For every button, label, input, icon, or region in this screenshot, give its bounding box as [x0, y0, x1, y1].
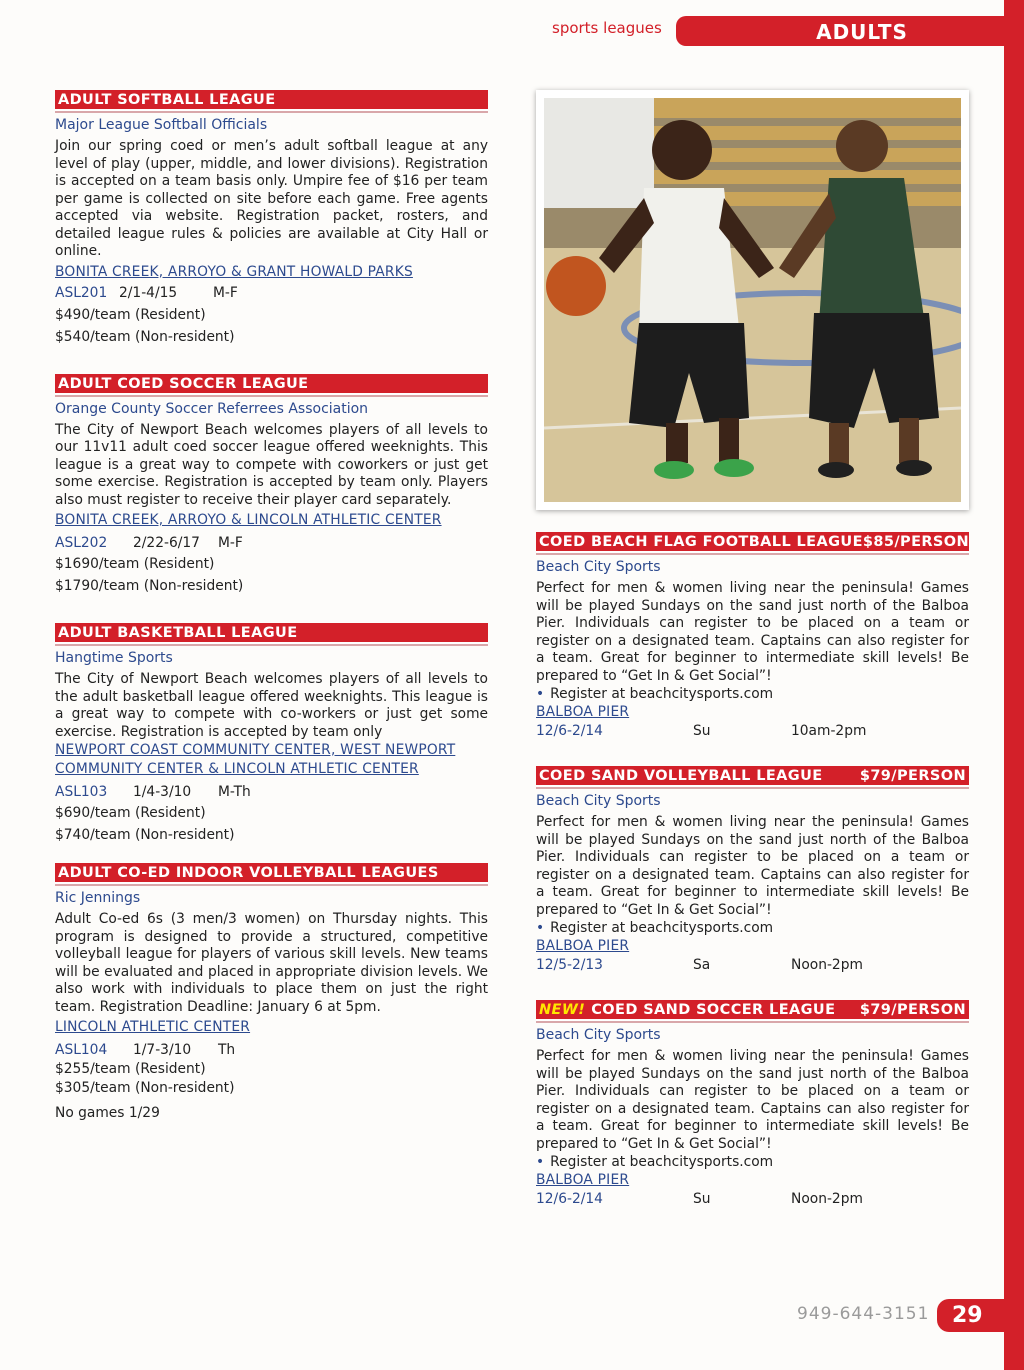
- course-days: M-Th: [218, 784, 251, 800]
- location-link[interactable]: COMMUNITY CENTER & LINCOLN ATHLETIC CENTER: [55, 761, 419, 777]
- section-description: The City of Newport Beach welcomes players of all levels to our 11v11 adult coed soccer league offered weeknights. This league is a great way to compete with coworkers or just get some exercise. Registration is accepted by team only. Players also must register to receive their player card separately.: [55, 421, 488, 508]
- schedule-row: [536, 722, 969, 740]
- schedule-row: [536, 956, 969, 974]
- section-description: Perfect for men & women living near the peninsula! Games will be played Sundays on the sand just north of the Balboa Pier. Individuals can register to be placed on a team or register on a designated team. Captains can also register for a team. Great for beginner to intermediate skill levels! Be prepared to “Get In & Get Social”!: [536, 580, 969, 684]
- course-dates: 2/22-6/17: [133, 535, 200, 551]
- fee-resident: $490/team (Resident): [55, 306, 206, 323]
- course-dates: 2/1-4/15: [119, 284, 178, 301]
- section-title: ADULT BASKETBALL LEAGUE: [55, 623, 488, 644]
- location-link[interactable]: LINCOLN ATHLETIC CENTER: [55, 1019, 251, 1035]
- basketball-players-image: [544, 98, 961, 502]
- volleyball-section: [55, 863, 488, 1124]
- fee-nonresident: $740/team (Non-resident): [55, 827, 235, 843]
- location-link[interactable]: BALBOA PIER: [536, 704, 630, 720]
- course-code: ASL103: [55, 784, 108, 800]
- footer-phone: 949-644-3151: [797, 1304, 930, 1324]
- provider-name: Beach City Sports: [536, 1027, 661, 1043]
- register-bullet: • Register at beachcitysports.com: [536, 920, 774, 936]
- right-column: [536, 532, 969, 1234]
- course-dates: 1/4-3/10: [133, 784, 192, 800]
- location-link[interactable]: NEWPORT COAST COMMUNITY CENTER, WEST NEWPORT: [55, 742, 456, 758]
- course-days: M-F: [218, 535, 243, 551]
- section-title: COED SAND VOLLEYBALL LEAGUE $79/PERSON: [536, 766, 969, 787]
- schedule-row: [536, 1190, 969, 1208]
- course-row: [55, 284, 488, 303]
- fee-nonresident: $305/team (Non-resident): [55, 1080, 235, 1096]
- page-number: 29: [937, 1299, 1004, 1332]
- section-description: The City of Newport Beach welcomes players of all levels to the adult basketball league offered weeknights. This league is a great way to compete with co-workers or just get some exercise. Registration is accepted by team only: [55, 671, 488, 740]
- softball-section: [55, 90, 488, 348]
- section-title: ADULT COED SOCCER LEAGUE: [55, 374, 488, 395]
- schedule-time: 10am-2pm: [791, 723, 867, 739]
- schedule-time: Noon-2pm: [791, 957, 863, 973]
- basketball-section: [55, 623, 488, 846]
- course-row: [55, 783, 488, 802]
- section-description: Perfect for men & women living near the peninsula! Games will be played Sundays on the sand just north of the Balboa Pier. Individuals can register to be placed on a team or register on a designated team. Captains can also register for a team. Great for beginner to intermediate skill levels! Be prepared to “Get In & Get Social”!: [536, 814, 969, 918]
- course-code: ASL201: [55, 284, 108, 301]
- section-description: Join our spring coed or men’s adult softball league at any level of play (upper, middle, and lower divisions). Registration is accepted on a team basis only. Umpire fee of $16 per team per game is collected on site before each game. Free agents accepted via website. Registration packet, rosters, and detailed league rules & policies are available at City Hall or online.: [55, 138, 488, 259]
- schedule-time: Noon-2pm: [791, 1191, 863, 1207]
- provider-name: Ric Jennings: [55, 890, 141, 906]
- schedule-dates: 12/6-2/14: [536, 723, 603, 739]
- header-category: sports leagues: [552, 19, 662, 37]
- section-description: Perfect for men & women living near the peninsula! Games will be played Sundays on the sand just north of the Balboa Pier. Individuals can register to be placed on a team or register on a designated team. Captains can also register for a team. Great for beginner to intermediate skill levels! Be prepared to “Get In & Get Social”!: [536, 1048, 969, 1152]
- provider-name: Beach City Sports: [536, 793, 661, 809]
- page-edge-bar: [1004, 0, 1024, 1370]
- section-price: $79/PERSON: [859, 1002, 966, 1018]
- provider-name: Beach City Sports: [536, 559, 661, 575]
- register-bullet: • Register at beachcitysports.com: [536, 1154, 774, 1170]
- location-link[interactable]: BONITA CREEK, ARROYO & LINCOLN ATHLETIC CENTER: [55, 512, 442, 528]
- course-days: Th: [218, 1042, 236, 1058]
- course-dates: 1/7-3/10: [133, 1042, 192, 1058]
- soccer-section: [55, 374, 488, 598]
- section-description: Adult Co-ed 6s (3 men/3 women) on Thursday nights. This program is designed to provide a structured, competitive volleyball league for players of various skill levels. New teams will be evaluated and placed in appropriate division levels. We also work with individuals to place them on just the right team. Registration Deadline: January 6 at 5pm.: [55, 911, 488, 1015]
- header-section-tab: ADULTS: [676, 16, 1004, 46]
- course-code: ASL202: [55, 535, 108, 551]
- course-days: M-F: [213, 284, 238, 301]
- sand-volleyball-section: [536, 766, 969, 974]
- basketball-photo: [536, 90, 969, 510]
- schedule-days: Sa: [693, 957, 711, 973]
- fee-nonresident: $540/team (Non-resident): [55, 328, 235, 345]
- course-code: ASL104: [55, 1042, 108, 1058]
- fee-resident: $1690/team (Resident): [55, 556, 215, 572]
- schedule-dates: 12/6-2/14: [536, 1191, 603, 1207]
- schedule-note: No games 1/29: [55, 1105, 160, 1121]
- left-column: [55, 90, 488, 1150]
- section-title: ADULT SOFTBALL LEAGUE: [55, 90, 488, 111]
- section-title: ADULT CO-ED INDOOR VOLLEYBALL LEAGUES: [55, 863, 488, 884]
- location-link[interactable]: BALBOA PIER: [536, 938, 630, 954]
- register-bullet: • Register at beachcitysports.com: [536, 686, 774, 702]
- flag-football-section: [536, 532, 969, 740]
- fee-nonresident: $1790/team (Non-resident): [55, 578, 244, 594]
- schedule-dates: 12/5-2/13: [536, 957, 603, 973]
- new-badge: NEW!: [539, 1002, 586, 1018]
- fee-resident: $255/team (Resident): [55, 1061, 206, 1077]
- provider-name: Orange County Soccer Referrees Association: [55, 400, 369, 417]
- provider-name: Hangtime Sports: [55, 650, 173, 666]
- section-title: COED BEACH FLAG FOOTBALL LEAGUE $85/PERSON: [536, 532, 969, 553]
- fee-resident: $690/team (Resident): [55, 805, 206, 821]
- location-link[interactable]: BALBOA PIER: [536, 1172, 630, 1188]
- course-row: [55, 534, 488, 553]
- section-title: NEW! COED SAND SOCCER LEAGUE $79/PERSON: [536, 1000, 969, 1021]
- location-link[interactable]: BONITA CREEK, ARROYO & GRANT HOWALD PARKS: [55, 263, 413, 280]
- sand-soccer-section: [536, 1000, 969, 1208]
- course-row: [55, 1041, 488, 1060]
- provider-name: Major League Softball Officials: [55, 117, 268, 133]
- section-price: $79/PERSON: [859, 768, 966, 784]
- schedule-days: Su: [693, 1191, 711, 1207]
- section-price: $85/PERSON: [862, 534, 969, 550]
- schedule-days: Su: [693, 723, 711, 739]
